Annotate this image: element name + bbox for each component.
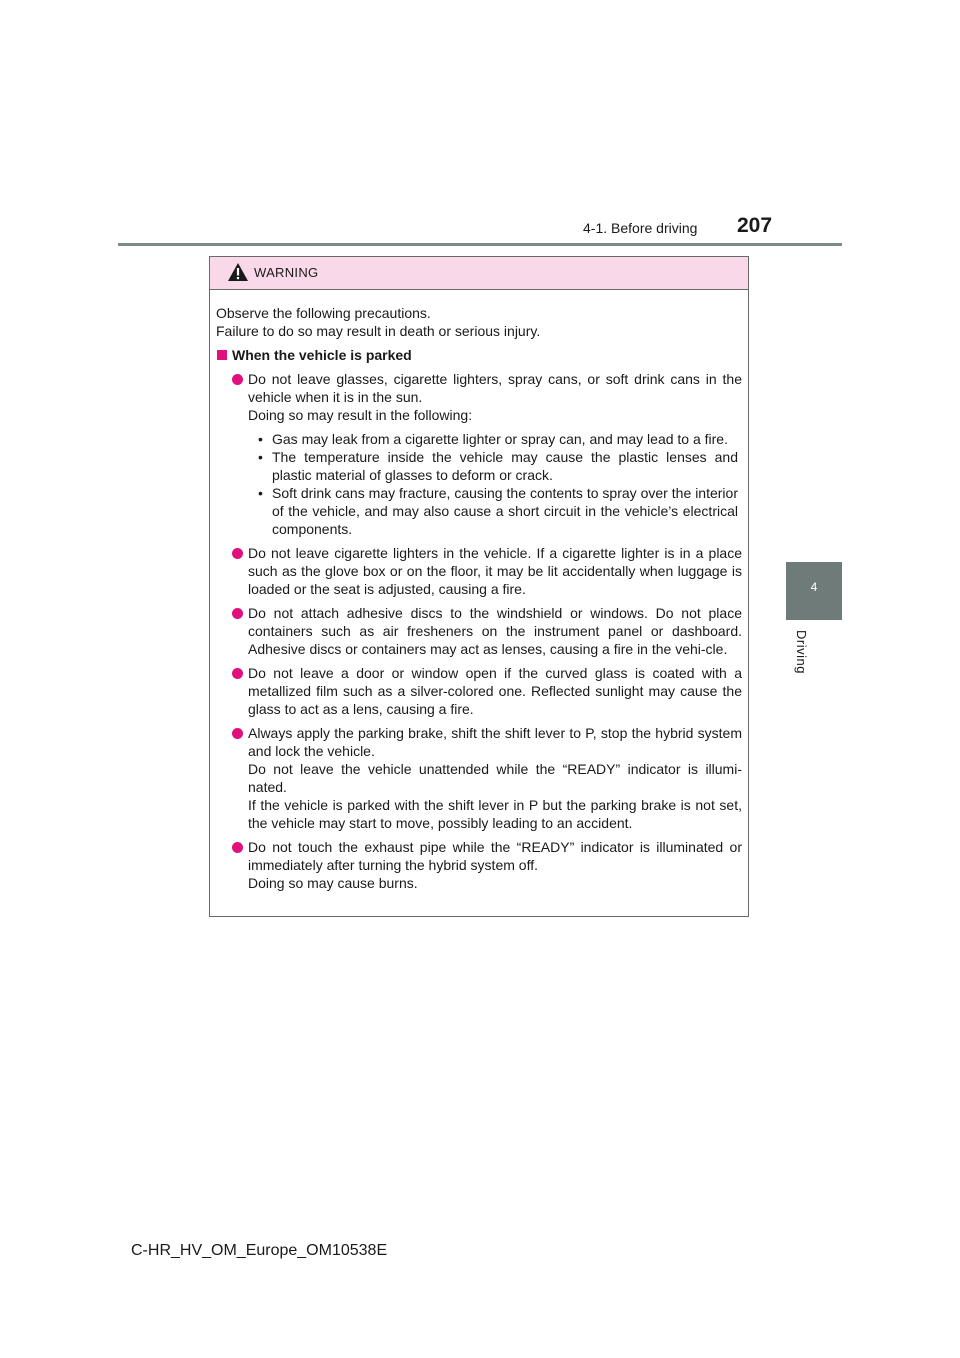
- warning-header: [210, 257, 748, 290]
- circle-bullet-icon: [232, 668, 243, 679]
- document-id: C-HR_HV_OM_Europe_OM10538E: [131, 1242, 388, 1259]
- list-item: [216, 664, 742, 718]
- list-item: [216, 370, 742, 538]
- circle-bullet-icon: [232, 374, 243, 385]
- circle-bullet-icon: [232, 728, 243, 739]
- circle-bullet-icon: [232, 608, 243, 619]
- square-bullet-icon: [217, 350, 227, 360]
- chapter-number: 4: [810, 580, 818, 594]
- intro-line: Failure to do so may result in death or serious injury.: [216, 323, 541, 339]
- bullet-text: Doing so may result in the following:: [248, 407, 473, 423]
- warning-box: [209, 256, 749, 917]
- list-item: [216, 544, 742, 598]
- sub-list: [248, 430, 742, 538]
- bullet-text: Do not leave the vehicle unattended while the “READY” indicator is illumi-nated.: [248, 761, 742, 795]
- bullet-text: Always apply the parking brake, shift the shift lever to P, stop the hybrid system and lock the vehicle.: [248, 725, 742, 759]
- heading-text: When the vehicle is parked: [232, 347, 412, 363]
- bullet-text: Doing so may cause burns.: [248, 875, 418, 891]
- warning-body: [210, 290, 748, 892]
- chapter-tab: [786, 562, 842, 620]
- bullet-text: Do not attach adhesive discs to the windshield or windows. Do not place containers such as air fresheners on the instrument panel or dashboard. Adhesive discs or containers may act as lenses, causing a fire in the vehi-cle.: [248, 605, 742, 657]
- circle-bullet-icon: [232, 842, 243, 853]
- bullet-text: Do not leave cigarette lighters in the vehicle. If a cigarette lighter is in a place such as the glove box or on the floor, it may be lit accidentally when luggage is loaded or the seat is adjusted, causing a fire.: [248, 545, 742, 597]
- list-item: [216, 724, 742, 832]
- sub-list-item: • The temperature inside the vehicle may cause the plastic lenses and plastic material of glasses to deform or crack.: [248, 448, 742, 484]
- list-item: [216, 604, 742, 658]
- warning-title: WARNING: [254, 265, 319, 280]
- header-divider: [118, 243, 842, 246]
- circle-bullet-icon: [232, 548, 243, 559]
- section-heading: [216, 346, 742, 364]
- warning-triangle-icon: [228, 263, 248, 281]
- section-title: 4-1. Before driving: [583, 220, 698, 236]
- list-item: [216, 838, 742, 892]
- chapter-label: Driving: [794, 630, 809, 674]
- bullet-text: If the vehicle is parked with the shift lever in P but the parking brake is not set, the vehicle may start to move, possibly leading to an accident.: [248, 797, 742, 831]
- sub-list-item: • Soft drink cans may fracture, causing the contents to spray over the interior of the vehicle, and may also cause a short circuit in the vehicle’s electrical components.: [248, 484, 742, 538]
- intro-line: Observe the following precautions.: [216, 305, 431, 321]
- bullet-text: Do not touch the exhaust pipe while the “READY” indicator is illuminated or immediately after turning the hybrid system off.: [248, 839, 742, 873]
- sub-list-item: • Gas may leak from a cigarette lighter or spray can, and may lead to a fire.: [248, 430, 742, 448]
- bullet-text: Do not leave a door or window open if the curved glass is coated with a metallized film such as a silver-colored one. Reflected sunlight may cause the glass to act as a lens, causing a fire.: [248, 665, 742, 717]
- page-number: 207: [737, 214, 773, 237]
- bullet-text: Do not leave glasses, cigarette lighters, spray cans, or soft drink cans in the vehicle when it is in the sun.: [248, 371, 742, 405]
- warning-intro: [216, 304, 742, 340]
